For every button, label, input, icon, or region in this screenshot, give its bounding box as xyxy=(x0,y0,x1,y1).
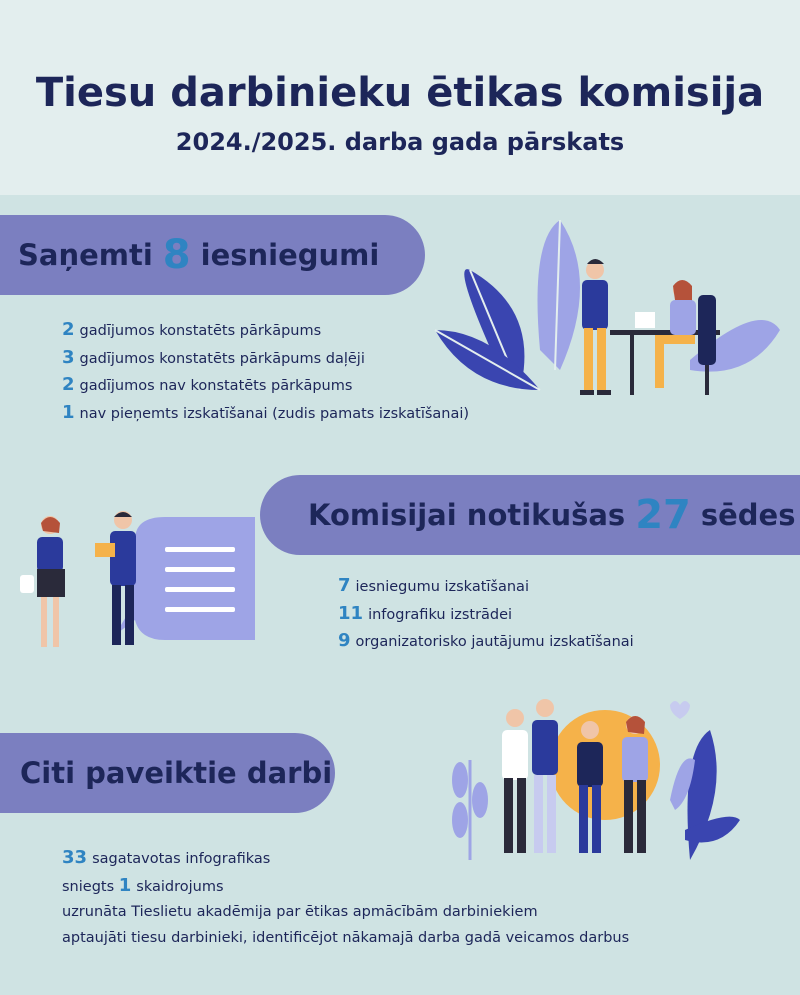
meetings-banner xyxy=(260,475,800,555)
page-title: Tiesu darbinieku ētikas komisija xyxy=(35,70,765,116)
item-text: gadījumos konstatēts pārkāpums daļēji xyxy=(79,350,365,367)
item-number: 9 xyxy=(338,630,351,651)
item-lead: uzrunāta Tieslietu akadēmija par ētikas apmācībām darbiniekiem xyxy=(62,904,538,920)
meetings-suffix: sēdes xyxy=(700,498,796,532)
other-banner xyxy=(0,733,335,813)
item-number: 2 xyxy=(62,319,75,340)
office-meeting-illustration xyxy=(430,220,790,410)
received-count: 8 xyxy=(162,232,191,278)
item-text: iesniegumu izskatīšanai xyxy=(355,579,529,595)
list-item xyxy=(338,573,634,601)
list-item xyxy=(338,601,634,629)
team-illustration xyxy=(440,690,740,870)
person-icon xyxy=(20,516,65,647)
item-lead: aptaujāti tiesu darbinieki, identificējot nākamajā darba gadā veicamos darbus xyxy=(62,929,630,946)
item-number: 2 xyxy=(62,374,75,395)
list-item xyxy=(338,628,634,656)
item-text: nav pieņemts izskatīšanai (zudis pamats izskatīšanai) xyxy=(79,405,470,422)
person-icon xyxy=(95,511,136,645)
item-text: infografiku izstrādei xyxy=(368,606,513,623)
heart-icon xyxy=(670,701,690,719)
received-banner xyxy=(0,215,425,295)
item-number: 1 xyxy=(118,874,132,896)
item-text: sagatavotas infografikas xyxy=(92,851,271,867)
received-list xyxy=(62,317,469,427)
other-list xyxy=(62,845,629,951)
item-lead: sniegts xyxy=(62,878,115,895)
meetings-count: 27 xyxy=(635,492,691,538)
item-text: organizatorisko jautājumu izskatīšanai xyxy=(355,634,634,650)
item-number: 3 xyxy=(62,346,75,368)
received-suffix: iesniegumi xyxy=(200,238,380,272)
header xyxy=(0,0,800,195)
person-icon xyxy=(502,709,528,853)
list-item xyxy=(62,372,469,400)
list-item xyxy=(62,845,629,873)
item-number: 11 xyxy=(338,602,364,624)
item-text: gadījumos konstatēts pārkāpums xyxy=(79,323,322,339)
item-text: gadījumos nav konstatēts pārkāpums xyxy=(79,378,353,394)
list-item xyxy=(62,317,469,345)
person-icon xyxy=(580,259,611,395)
conversation-illustration xyxy=(15,505,260,655)
item-text: skaidrojums xyxy=(136,878,224,895)
item-number: 33 xyxy=(62,847,88,868)
item-number: 1 xyxy=(62,401,75,423)
other-title: Citi paveiktie darbi xyxy=(20,756,333,790)
list-item xyxy=(62,900,629,926)
meetings-prefix: Komisijai notikušas xyxy=(308,498,626,532)
list-item xyxy=(62,873,629,901)
meetings-list xyxy=(338,573,634,656)
list-item xyxy=(62,400,469,428)
page-subtitle: 2024./2025. darba gada pārskats xyxy=(175,128,625,156)
item-number: 7 xyxy=(338,575,351,596)
list-item xyxy=(62,926,629,952)
list-item xyxy=(62,345,469,373)
received-prefix: Saņemti xyxy=(18,238,153,272)
person-icon xyxy=(532,699,558,853)
